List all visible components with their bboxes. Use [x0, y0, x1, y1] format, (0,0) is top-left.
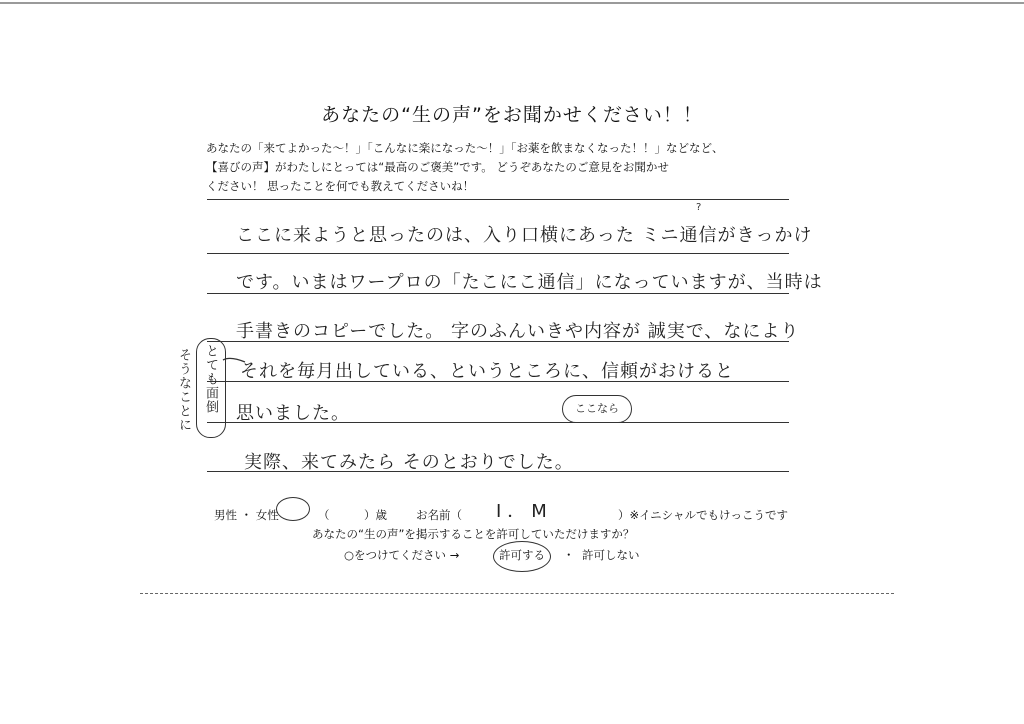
name-label: お名前（ [416, 508, 462, 522]
permit-option: 許可する [499, 548, 545, 562]
permission-question: あなたの“生の声”を掲示することを許可していただけますか？ [312, 527, 635, 541]
top-border-line [0, 2, 1024, 4]
page-title: あなたの“生の声”をお聞かせください！！ [321, 104, 703, 126]
option-separator: ・ [563, 548, 575, 562]
ruled-line [207, 253, 789, 254]
intro-line-1: あなたの「来てよかった～！」「こんなに楽になった～！」「お薬を飲まなくなった！！」などなど、 [206, 141, 724, 155]
handwritten-line-4: それを毎月出している、というところに、信頼がおけると [240, 361, 734, 382]
question-mark-annotation: ? [696, 202, 702, 213]
side-note-inner: とても面倒 [203, 344, 218, 414]
name-note: ）※イニシャルでもけっこうです [618, 508, 788, 522]
female-selected-circle [276, 497, 310, 521]
cut-line [140, 593, 894, 594]
side-note-outer: そうなことに [176, 348, 191, 432]
permit-selected-circle [493, 541, 551, 572]
handwritten-line-3: 手書きのコピーでした。 字のふんいきや内容が 誠実で、なにより [236, 321, 800, 342]
handwritten-line-6: 実際、来てみたら そのとおりでした。 [244, 452, 574, 473]
handwritten-line-1: ここに来ようと思ったのは、入り口横にあった ミニ通信がきっかけ [236, 225, 813, 246]
age-field: （ ）歳 [318, 508, 387, 522]
handwritten-line-5: 思いました。 [236, 403, 350, 424]
side-note-pointer-line [222, 352, 246, 368]
intro-text [206, 139, 724, 196]
gender-options: 男性 ・ 女性 [214, 508, 279, 522]
ruled-line [207, 199, 789, 200]
permission-instruction: ○をつけてください → [344, 548, 460, 562]
insert-bubble-note: ここなら [562, 395, 632, 423]
deny-option: 許可しない [582, 548, 640, 562]
name-value: I．M [496, 501, 553, 522]
intro-line-2: 【喜びの声】がわたしにとっては“最高のご褒美”です。 どうぞあなたのご意見をお聞かせ [206, 160, 669, 174]
intro-line-3: ください！ 思ったことを何でも教えてくださいね！ [206, 179, 475, 193]
handwritten-line-2: です。いまはワープロの「たこにこ通信」になっていますが、当時は [236, 272, 823, 293]
